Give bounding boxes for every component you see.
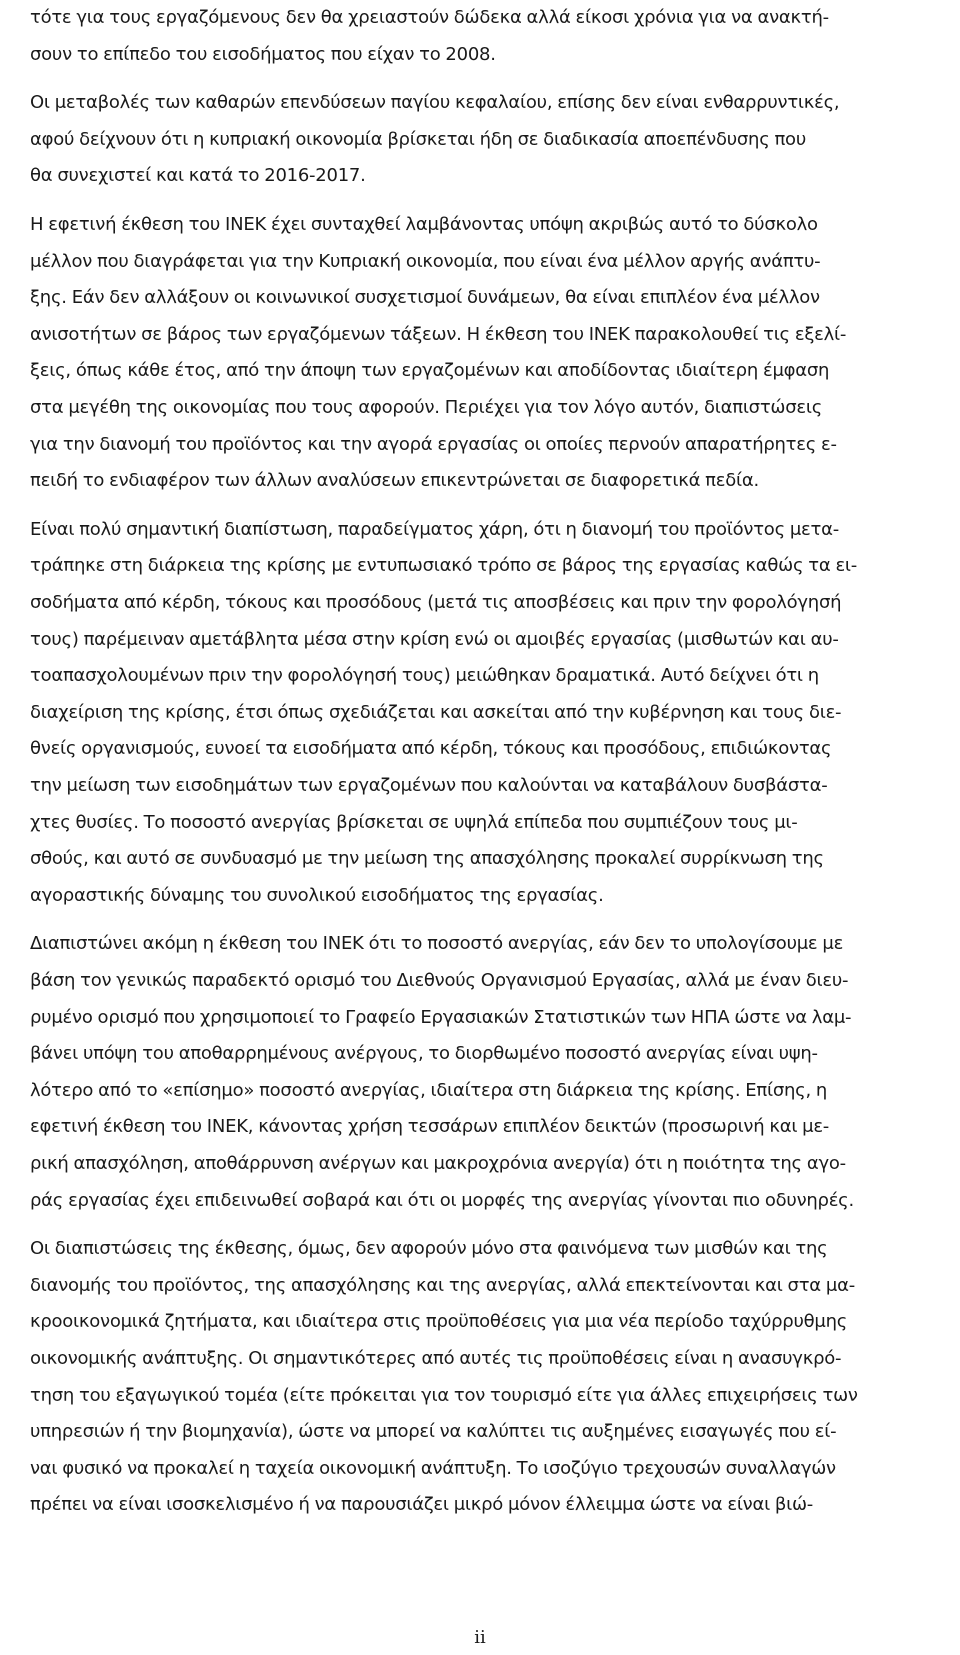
text-line: διανομής του προϊόντος, της απασχόλησης και της ανεργίας, αλλά επεκτείνονται και στα μα- [30, 1274, 855, 1296]
text-line: θνείς οργανισμούς, ευνοεί τα εισοδήματα από κέρδη, τόκους και προσόδους, επιδιώκοντας [30, 738, 832, 760]
text-line: Διαπιστώνει ακόμη η έκθεση του ΙΝΕΚ ότι το ποσοστό ανεργίας, εάν δεν το υπολογίσουμε με [30, 933, 844, 955]
text-line: πρέπει να είναι ισοσκελισμένο ή να παρουσιάζει μικρό μόνον έλλειμμα ώστε να είναι βιώ- [30, 1494, 814, 1516]
text-line: υπηρεσιών ή την βιομηχανία), ώστε να μπορεί να καλύπτει τις αυξημένες εισαγωγές που εί- [30, 1421, 837, 1443]
text-line: τηση του εξαγωγικού τομέα (είτε πρόκειται για τον τουρισμό είτε για άλλες επιχειρήσεις των [30, 1384, 858, 1406]
text-line: ναι φυσικό να προκαλεί η ταχεία οικονομική ανάπτυξη. Το ισοζύγιο τρεχουσών συναλλαγών [30, 1457, 836, 1479]
text-line: ράς εργασίας έχει επιδεινωθεί σοβαρά και ότι οι μορφές της ανεργίας γίνονται πιο οδυνηρές. [30, 1189, 854, 1211]
text-line: λότερο από το «επίσημο» ποσοστό ανεργίας, ιδιαίτερα στη διάρκεια της κρίσης. Επίσης, η [30, 1079, 828, 1101]
text-line: οικονομικής ανάπτυξης. Οι σημαντικότερες από αυτές τις προϋποθέσεις είναι η ανασυγκρό- [30, 1348, 842, 1369]
text-line: σουν το επίπεδο του εισοδήματος που είχαν το 2008. [30, 43, 496, 65]
text-line: εφετινή έκθεση του ΙΝΕΚ, κάνοντας χρήση τεσσάρων επιπλέον δεικτών (προσωρινή και με- [30, 1116, 830, 1138]
text-line: αφού δείχνουν ότι η κυπριακή οικονομία βρίσκεται ήδη σε διαδικασία αποεπένδυσης που [30, 128, 806, 150]
text-line: ανισοτήτων σε βάρος των εργαζόμενων τάξεων. Η έκθεση του ΙΝΕΚ παρακολουθεί τις εξελί- [30, 323, 847, 345]
text-line: τράπηκε στη διάρκεια της κρίσης με εντυπωσιακό τρόπο σε βάρος της εργασίας καθώς τα ει- [30, 555, 858, 577]
text-line: ρυμένο ορισμό που χρησιμοποιεί το Γραφείο Εργασιακών Στατιστικών των ΗΠΑ ώστε να λαμ- [30, 1006, 852, 1028]
text-line: ξεις, όπως κάθε έτος, από την άποψη των εργαζομένων και αποδίδοντας ιδιαίτερη έμφαση [30, 360, 830, 382]
text-line: τότε για τους εργαζόμενους δεν θα χρειαστούν δώδεκα αλλά είκοσι χρόνια για να ανακτή- [30, 7, 829, 28]
text-line: τους) παρέμειναν αμετάβλητα μέσα στην κρίση ενώ οι αμοιβές εργασίας (μισθωτών και αυ- [30, 628, 839, 650]
text-line: Οι μεταβολές των καθαρών επενδύσεων παγίου κεφαλαίου, επίσης δεν είναι ενθαρρυντικές, [30, 92, 840, 114]
text-line: βάνει υπόψη του αποθαρρημένους ανέργους, το διορθωμένο ποσοστό ανεργίας είναι υψη- [30, 1043, 818, 1065]
text-line: Είναι πολύ σημαντική διαπίστωση, παραδείγματος χάρη, ότι η διανομή του προϊόντος μετα- [30, 518, 839, 540]
text-line: τοαπασχολουμένων πριν την φορολόγησή τους) μειώθηκαν δραματικά. Αυτό δείχνει ότι η [30, 665, 819, 687]
text-line: ρική απασχόληση, αποθάρρυνση ανέργων και μακροχρόνια ανεργία) ότι η ποιότητα της αγο- [30, 1153, 846, 1174]
text-line: Η εφετινή έκθεση του ΙΝΕΚ έχει συνταχθεί λαμβάνοντας υπόψη ακριβώς αυτό το δύσκολο [30, 214, 818, 235]
text-line: την μείωση των εισοδημάτων των εργαζομένων που καλούνται να καταβάλουν δυσβάστα- [30, 775, 828, 796]
text-line: χτες θυσίες. Το ποσοστό ανεργίας βρίσκεται σε υψηλά επίπεδα που συμπιέζουν τους μι- [30, 811, 798, 833]
text-line: σθούς, και αυτό σε συνδυασμό με την μείωση της απασχόλησης προκαλεί συρρίκνωση της [30, 848, 824, 870]
text-line: θα συνεχιστεί και κατά το 2016-2017. [30, 165, 366, 187]
text-line: διαχείριση της κρίσης, έτσι όπως σχεδιάζεται και ασκείται από την κυβέρνηση και τους διε- [30, 701, 842, 723]
text-line: κροοικονομικά ζητήματα, και ιδιαίτερα στις προϋποθέσεις για μια νέα περίοδο ταχύρρυθμης [30, 1311, 848, 1333]
text-line: μέλλον που διαγράφεται για την Κυπριακή οικονομία, που είναι ένα μέλλον αργής ανάπτυ- [30, 250, 821, 272]
page-number: ii [474, 1627, 486, 1648]
text-line: στα μεγέθη της οικονομίας που τους αφορούν. Περιέχει για τον λόγο αυτόν, διαπιστώσεις [30, 397, 823, 418]
text-line: σοδήματα από κέρδη, τόκους και προσόδους (μετά τις αποσβέσεις και πριν την φορολόγησή [30, 592, 842, 613]
text-line: για την διανομή του προϊόντος και την αγορά εργασίας οι οποίες περνούν απαρατήρητες ε- [30, 433, 837, 455]
text-line: πειδή το ενδιαφέρον των άλλων αναλύσεων επικεντρώνεται σε διαφορετικά πεδία. [30, 470, 759, 492]
text-line: Οι διαπιστώσεις της έκθεσης, όμως, δεν αφορούν μόνο στα φαινόμενα των μισθών και της [30, 1238, 828, 1260]
text-line: βάση τον γενικώς παραδεκτό ορισμό του Διεθνούς Οργανισμού Εργασίας, αλλά με έναν διευ- [30, 970, 849, 991]
text-line: αγοραστικής δύναμης του συνολικού εισοδήματος της εργασίας. [30, 884, 604, 906]
text-line: ξης. Εάν δεν αλλάξουν οι κοινωνικοί συσχετισμοί δυνάμεων, θα είναι επιπλέον ένα μέλλον [30, 287, 820, 309]
